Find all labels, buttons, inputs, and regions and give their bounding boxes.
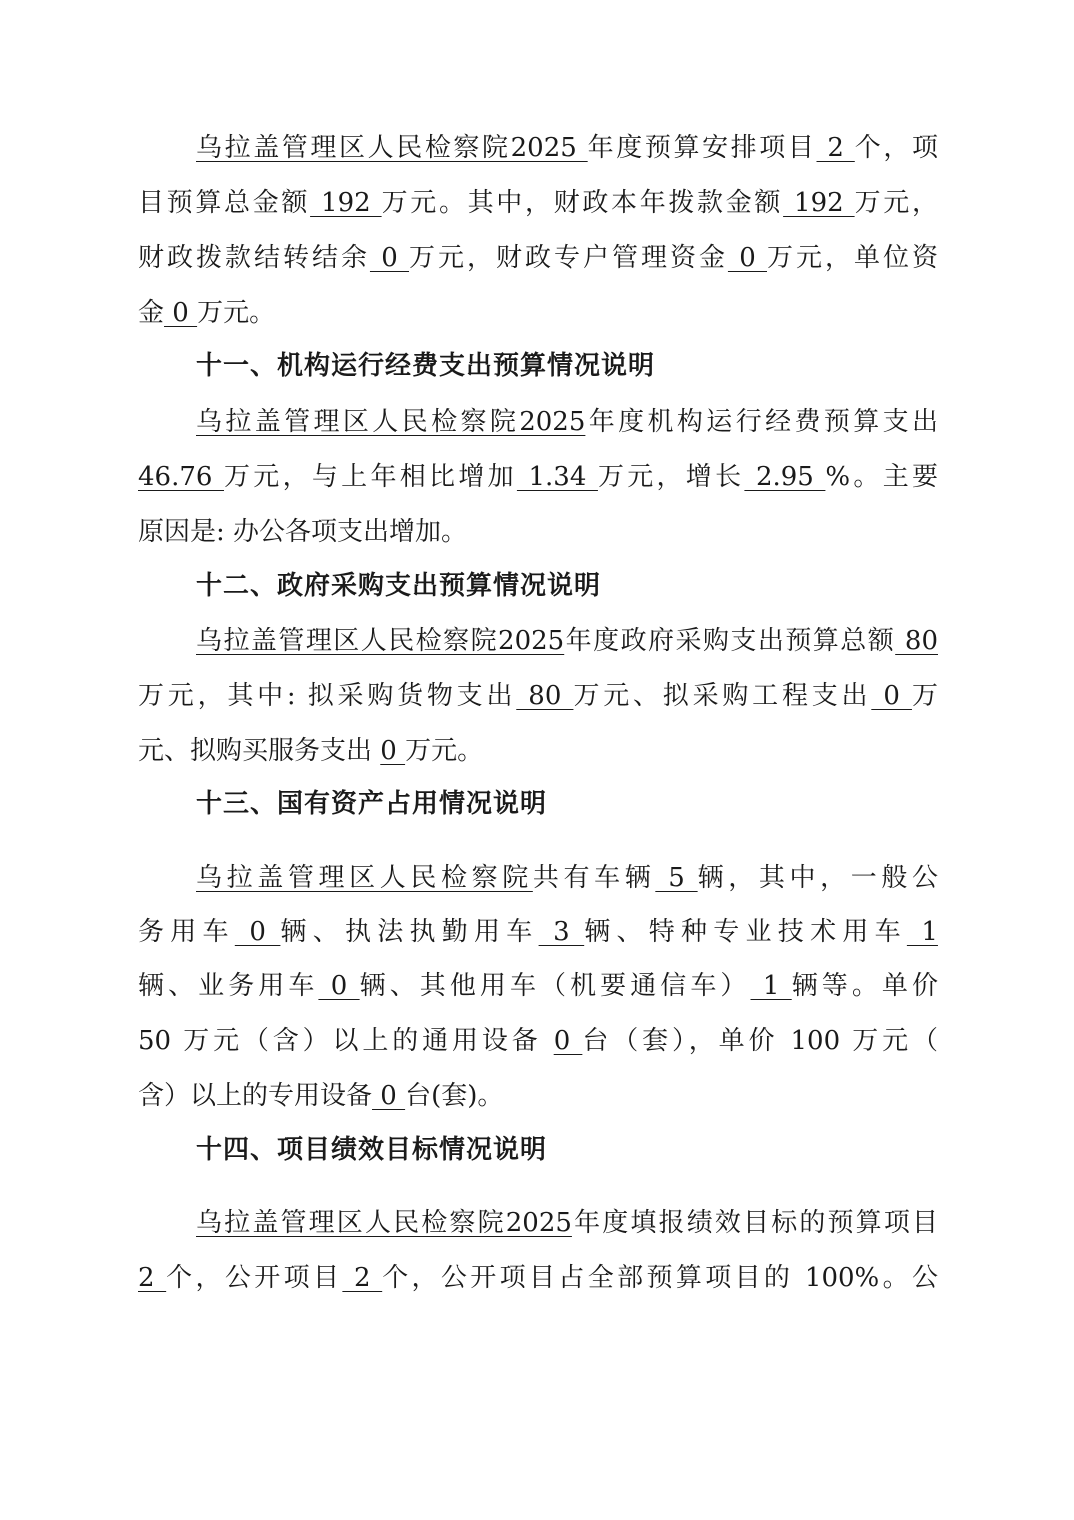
vehicle-count: 5 <box>655 863 698 893</box>
increase-amount: 1.34 <box>516 462 598 492</box>
text: 共有车辆 <box>532 863 656 893</box>
unit-funds-amount: 0 <box>164 298 198 328</box>
special-equipment-count: 0 <box>372 1081 406 1111</box>
official-vehicle-count: 0 <box>234 917 281 947</box>
text: 财政拨款结转结余 <box>138 243 370 273</box>
operating-cost-amount: 46.76 <box>138 462 224 492</box>
paragraph-operating-cost-line-3: 原因是: 办公各项支出增加。 <box>138 517 468 547</box>
engineering-amount: 0 <box>871 681 912 711</box>
text: 年度预算安排项目 <box>587 133 817 163</box>
paragraph-project-budget-line-1 <box>196 128 938 168</box>
unit-name: 乌拉盖管理区人民检察院2025 <box>196 1208 572 1238</box>
text: 年度机构运行经费预算支出 <box>585 407 938 437</box>
text: 万元、拟采购工程支出 <box>573 681 872 711</box>
text: 万元。 <box>405 736 484 766</box>
paragraph-assets-line-2 <box>138 912 938 952</box>
text: 含）以上的专用设备 <box>138 1081 373 1111</box>
public-project-count: 2 <box>342 1263 383 1293</box>
paragraph-project-budget-line-2 <box>138 183 938 223</box>
unit-name: 乌拉盖管理区人民检察院2025 <box>196 407 586 437</box>
paragraph-assets-line-1 <box>196 858 938 898</box>
text: 万元，与上年相比增加 <box>224 462 517 492</box>
text: 金 <box>138 298 165 328</box>
section-heading-12: 十二、政府采购支出预算情况说明 <box>196 571 602 601</box>
unit-name: 乌拉盖管理区人民检察院2025 <box>196 133 588 163</box>
paragraph-operating-cost-line-2 <box>138 457 938 497</box>
text: 万元，财政专户管理资金 <box>409 243 728 273</box>
text: 年度填报绩效目标的预算项目 <box>571 1208 938 1238</box>
total-amount: 192 <box>310 188 382 218</box>
text: 万 <box>911 681 938 711</box>
text: 万元， <box>854 188 938 218</box>
text: 辆、特种专业技术用车 <box>584 917 907 947</box>
section-heading-11: 十一、机构运行经费支出预算情况说明 <box>196 351 656 381</box>
paragraph-assets-line-3 <box>138 966 938 1006</box>
services-amount: 0 <box>380 736 406 766</box>
text: 万元，单位资 <box>767 243 938 273</box>
paragraph-performance-line-2 <box>138 1258 938 1298</box>
paragraph-procurement-line-2 <box>138 676 938 716</box>
paragraph-performance-line-1 <box>196 1203 938 1243</box>
text: 万元，增长 <box>597 462 745 492</box>
text: 50 万元（含）以上的通用设备 <box>138 1026 554 1056</box>
text: %。主要 <box>825 462 938 492</box>
unit-name: 乌拉盖管理区人民检察院2025 <box>196 626 565 656</box>
text: 务用车 <box>138 917 235 947</box>
section-heading-13: 十三、国有资产占用情况说明 <box>196 789 548 819</box>
unit-name: 乌拉盖管理区人民检察院 <box>196 863 533 893</box>
paragraph-procurement-line-1 <box>196 621 938 661</box>
project-count: 2 <box>816 133 855 163</box>
performance-project-count: 2 <box>138 1263 167 1293</box>
text: 个，公开项目占全部预算项目的 100%。公 <box>382 1263 938 1293</box>
text: 个，公开项目 <box>166 1263 343 1293</box>
text: 辆、其他用车（机要通信车） <box>359 971 751 1001</box>
text: 个，项 <box>854 133 938 163</box>
carryover-amount: 0 <box>369 243 410 273</box>
paragraph-operating-cost-line-1 <box>196 402 938 442</box>
text: 辆，其中，一般公 <box>697 863 938 893</box>
growth-rate: 2.95 <box>744 462 826 492</box>
text: 台（套），单价 100 万元（ <box>582 1026 938 1056</box>
goods-amount: 80 <box>516 681 574 711</box>
text: 辆、执法执勤用车 <box>280 917 539 947</box>
paragraph-assets-line-4 <box>138 1021 938 1061</box>
text: 万元。 <box>197 298 276 328</box>
text: 万元。其中，财政本年拨款金额 <box>381 188 784 218</box>
special-account-amount: 0 <box>727 243 767 273</box>
paragraph-procurement-line-3 <box>138 731 938 771</box>
business-vehicle-count: 0 <box>318 971 360 1001</box>
law-enforcement-vehicle-count: 3 <box>538 917 585 947</box>
text: 辆、业务用车 <box>138 971 319 1001</box>
paragraph-project-budget-line-3 <box>138 238 938 278</box>
section-heading-14: 十四、项目绩效目标情况说明 <box>196 1135 548 1165</box>
text: 年度政府采购支出预算总额 <box>564 626 896 656</box>
text: 元、拟购买服务支出 <box>138 736 381 766</box>
text: 辆等。单价 <box>791 971 938 1001</box>
other-vehicle-count: 1 <box>750 971 792 1001</box>
text: 台(套)。 <box>405 1081 504 1111</box>
paragraph-assets-line-5 <box>138 1076 938 1116</box>
procurement-total: 80 <box>895 626 938 656</box>
fiscal-allocation-amount: 192 <box>783 188 855 218</box>
paragraph-project-budget-line-4 <box>138 293 938 333</box>
special-vehicle-count: 1 <box>906 917 938 947</box>
general-equipment-count: 0 <box>553 1026 583 1056</box>
text: 目预算总金额 <box>138 188 311 218</box>
text: 万元，其中: 拟采购货物支出 <box>138 681 517 711</box>
